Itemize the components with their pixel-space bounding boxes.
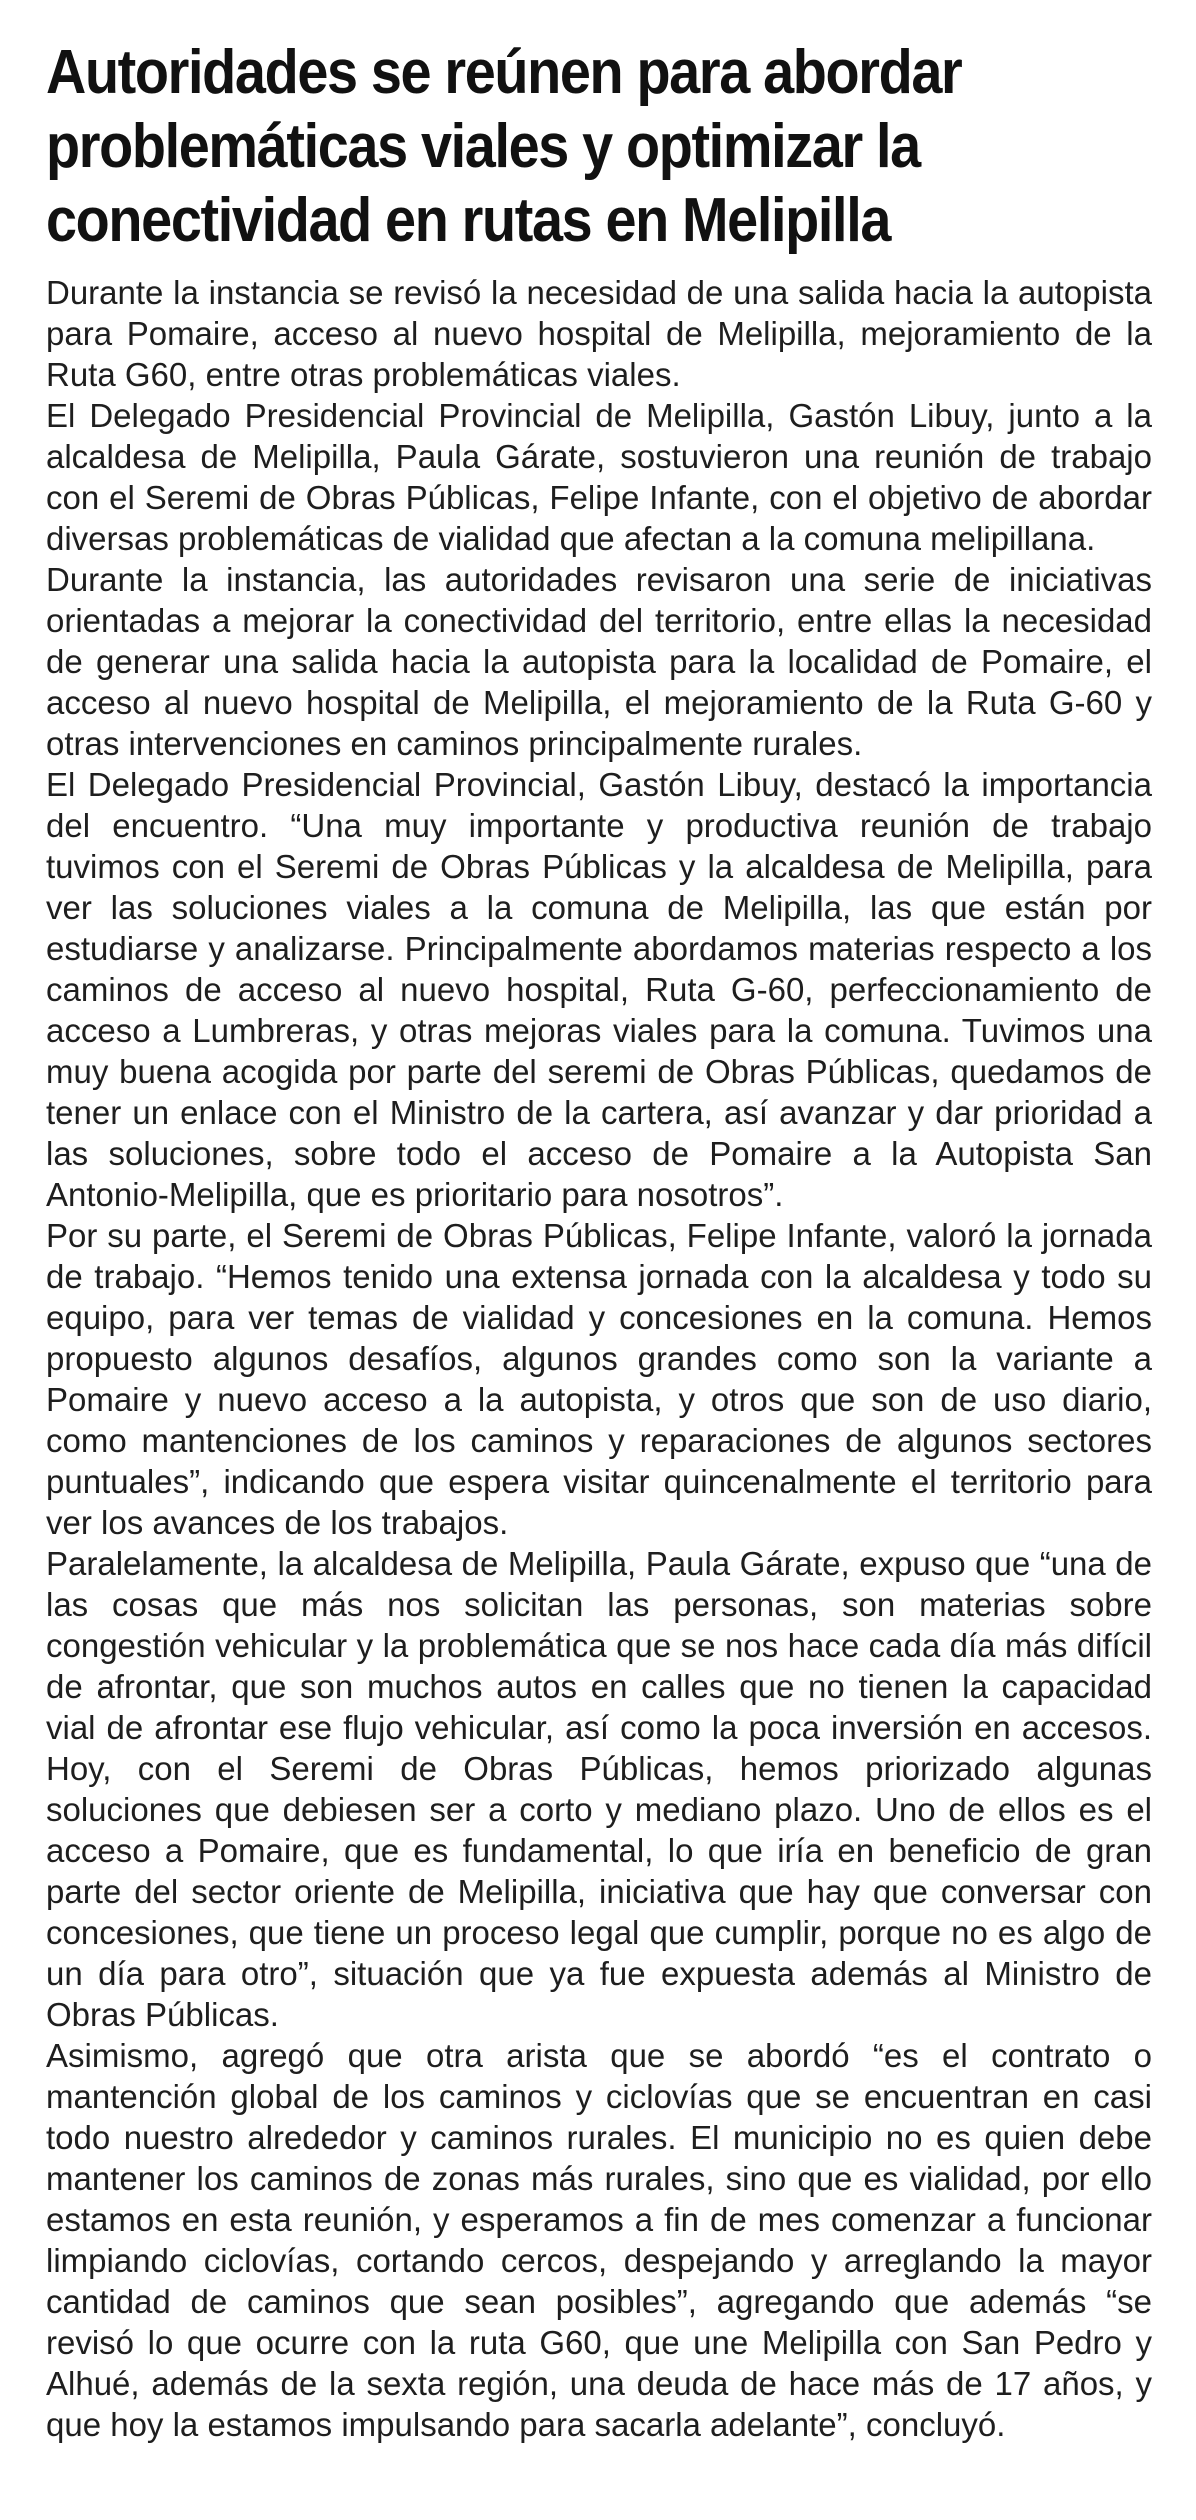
- article-paragraph: El Delegado Presidencial Provincial de Melipilla, Gastón Libuy, junto a la alcaldesa de Melipilla, Paula Gárate, sostuvieron una reunión de trabajo con el Seremi de Obras Públicas, Felipe Infante, con el objetivo de abordar diversas problemáticas de vialidad que afectan a la comuna melipillana.: [46, 397, 1152, 557]
- article-paragraph: Por su parte, el Seremi de Obras Públicas, Felipe Infante, valoró la jornada de trabajo. “Hemos tenido una extensa jornada con la alcaldesa y todo su equipo, para ver temas de vialidad y concesiones en la comuna. Hemos propuesto algunos desafíos, algunos grandes como son la variante a Pomaire y nuevo acceso a la autopista, y otros que son de uso diario, como mantenciones de los caminos y reparaciones de algunos sectores puntuales”, indicando que espera visitar quincenalmente el territorio para ver los avances de los trabajos.: [46, 1217, 1152, 1541]
- article-paragraph: Paralelamente, la alcaldesa de Melipilla, Paula Gárate, expuso que “una de las cosas que más nos solicitan las personas, son materias sobre congestión vehicular y la problemática que se nos hace cada día más difícil de afrontar, que son muchos autos en calles que no tienen la capacidad vial de afrontar ese flujo vehicular, así como la poca inversión en accesos. Hoy, con el Seremi de Obras Públicas, hemos priorizado algunas soluciones que debiesen ser a corto y mediano plazo. Uno de ellos es el acceso a Pomaire, que es fundamental, lo que iría en beneficio de gran parte del sector oriente de Melipilla, iniciativa que hay que conversar con concesiones, que tiene un proceso legal que cumplir, porque no es algo de un día para otro”, situación que ya fue expuesta además al Ministro de Obras Públicas.: [46, 1545, 1152, 2033]
- article-paragraph: Durante la instancia, las autoridades revisaron una serie de iniciativas orientadas a mejorar la conectividad del territorio, entre ellas la necesidad de generar una salida hacia la autopista para la localidad de Pomaire, el acceso al nuevo hospital de Melipilla, el mejoramiento de la Ruta G-60 y otras intervenciones en caminos principalmente rurales.: [46, 561, 1152, 762]
- article-headline: Autoridades se reúnen para abordar problemáticas viales y optimizar la conectividad en rutas en Melipilla: [46, 38, 962, 255]
- article-paragraph: Durante la instancia se revisó la necesidad de una salida hacia la autopista para Pomaire, acceso al nuevo hospital de Melipilla, mejoramiento de la Ruta G60, entre otras problemáticas viales.: [46, 274, 1152, 393]
- article-body: [46, 272, 1152, 2445]
- article-paragraph: El Delegado Presidencial Provincial, Gastón Libuy, destacó la importancia del encuentro. “Una muy importante y productiva reunión de trabajo tuvimos con el Seremi de Obras Públicas y la alcaldesa de Melipilla, para ver las soluciones viales a la comuna de Melipilla, las que están por estudiarse y analizarse. Principalmente abordamos materias respecto a los caminos de acceso al nuevo hospital, Ruta G-60, perfeccionamiento de acceso a Lumbreras, y otras mejoras viales para la comuna. Tuvimos una muy buena acogida por parte del seremi de Obras Públicas, quedamos de tener un enlace con el Ministro de la cartera, así avanzar y dar prioridad a las soluciones, sobre todo el acceso de Pomaire a la Autopista San Antonio-Melipilla, que es prioritario para nosotros”.: [46, 766, 1152, 1213]
- article-paragraph: Asimismo, agregó que otra arista que se abordó “es el contrato o mantención global de los caminos y ciclovías que se encuentran en casi todo nuestro alrededor y caminos rurales. El municipio no es quien debe mantener los caminos de zonas más rurales, sino que es vialidad, por ello estamos en esta reunión, y esperamos a fin de mes comenzar a funcionar limpiando ciclovías, cortando cercos, despejando y arreglando la mayor cantidad de caminos que sean posibles”, agregando que además “se revisó lo que ocurre con la ruta G60, que une Melipilla con San Pedro y Alhué, además de la sexta región, una deuda de hace más de 17 años, y que hoy la estamos impulsando para sacarla adelante”, concluyó.: [46, 2037, 1152, 2443]
